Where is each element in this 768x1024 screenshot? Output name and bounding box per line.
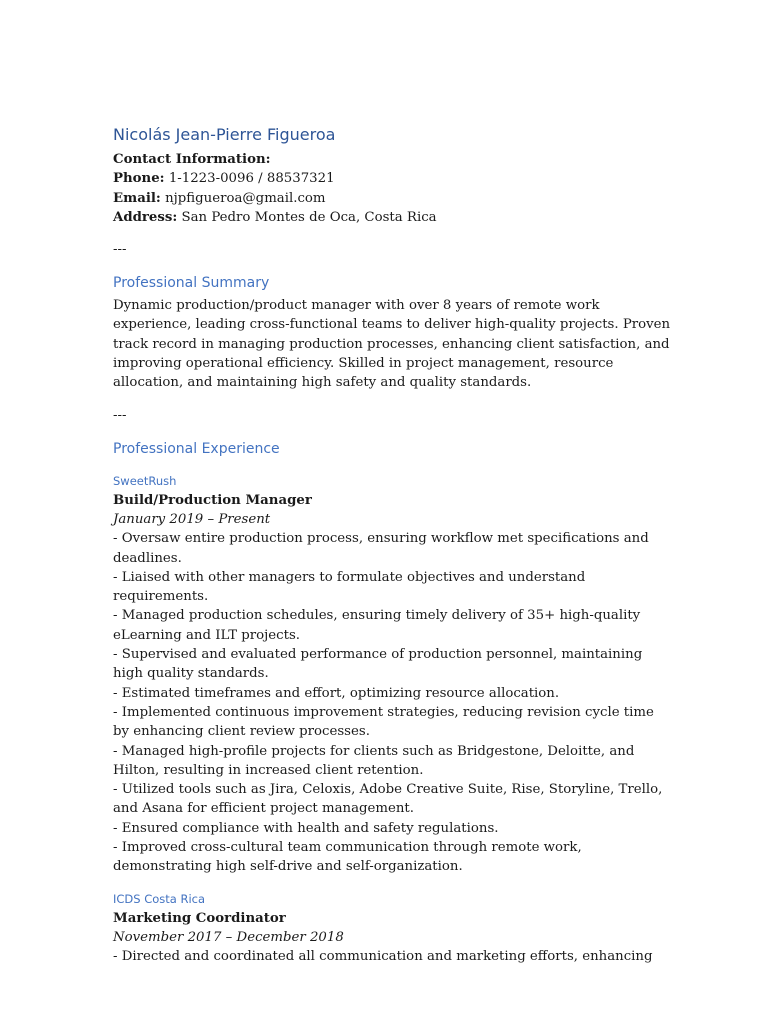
candidate-name: Nicolás Jean-Pierre Figueroa bbox=[113, 125, 336, 144]
job-bullet: - Managed production schedules, ensuring timely delivery of 35+ high-quality eLearning and ILT projects. bbox=[113, 608, 641, 643]
resume-content bbox=[113, 124, 673, 967]
address-label: Address: bbox=[113, 209, 178, 225]
experience-heading: Professional Experience bbox=[113, 440, 280, 457]
separator: --- bbox=[113, 407, 127, 423]
summary-text: Dynamic production/product manager with over 8 years of remote work experience, leading cross-functional teams to deliver high-quality projects. Proven track record in managing production processes, enhancing client satisfaction, and improving operational efficiency. Skilled in project management, resource allocation, and maintaining high safety and quality standards. bbox=[113, 298, 671, 391]
job-dates: November 2017 – December 2018 bbox=[113, 929, 344, 945]
job-company: SweetRush bbox=[113, 473, 177, 488]
job-dates: January 2019 – Present bbox=[113, 511, 271, 527]
job-title: Marketing Coordinator bbox=[113, 910, 286, 926]
email-line bbox=[113, 189, 673, 208]
email-value: njpfigueroa@gmail.com bbox=[165, 190, 326, 206]
job-bullet: - Implemented continuous improvement strategies, reducing revision cycle time by enhancing client review processes. bbox=[113, 704, 654, 740]
job-bullet: - Utilized tools such as Jira, Celoxis, Adobe Creative Suite, Rise, Storyline, Trello, and Asana for efficient project management. bbox=[113, 782, 663, 817]
phone-value: 1-1223-0096 / 88537321 bbox=[168, 171, 335, 187]
separator: --- bbox=[113, 242, 127, 258]
job-bullet: - Supervised and evaluated performance of production personnel, maintaining high quality standards. bbox=[113, 647, 643, 682]
job-entry bbox=[113, 891, 673, 967]
job-bullets bbox=[113, 529, 673, 876]
job-bullet: - Liaised with other managers to formulate objectives and understand requirements. bbox=[113, 569, 586, 605]
job-bullet: - Managed high-profile projects for clients such as Bridgestone, Deloitte, and Hilton, resulting in increased client retention. bbox=[113, 743, 635, 778]
job-title: Build/Production Manager bbox=[113, 492, 312, 508]
phone-line bbox=[113, 169, 673, 188]
address-line bbox=[113, 208, 673, 227]
job-bullet: - Improved cross-cultural team communication through remote work, demonstrating high self-drive and self-organization. bbox=[113, 840, 582, 875]
job-entry bbox=[113, 473, 673, 877]
contact-heading bbox=[113, 150, 673, 169]
job-bullets bbox=[113, 947, 673, 966]
phone-label: Phone: bbox=[113, 171, 165, 187]
job-bullet: - Estimated timeframes and effort, optimizing resource allocation. bbox=[113, 685, 560, 701]
address-value: San Pedro Montes de Oca, Costa Rica bbox=[181, 209, 437, 225]
contact-heading-label: Contact Information: bbox=[113, 152, 271, 167]
job-bullet: - Oversaw entire production process, ensuring workflow met specifications and deadlines. bbox=[113, 531, 649, 566]
job-company: ICDS Costa Rica bbox=[113, 891, 206, 906]
email-label: Email: bbox=[113, 190, 161, 206]
summary-heading: Professional Summary bbox=[113, 275, 270, 292]
job-bullet: - Directed and coordinated all communication and marketing efforts, enhancing bbox=[113, 949, 653, 965]
job-bullet: - Ensured compliance with health and safety regulations. bbox=[113, 820, 499, 836]
